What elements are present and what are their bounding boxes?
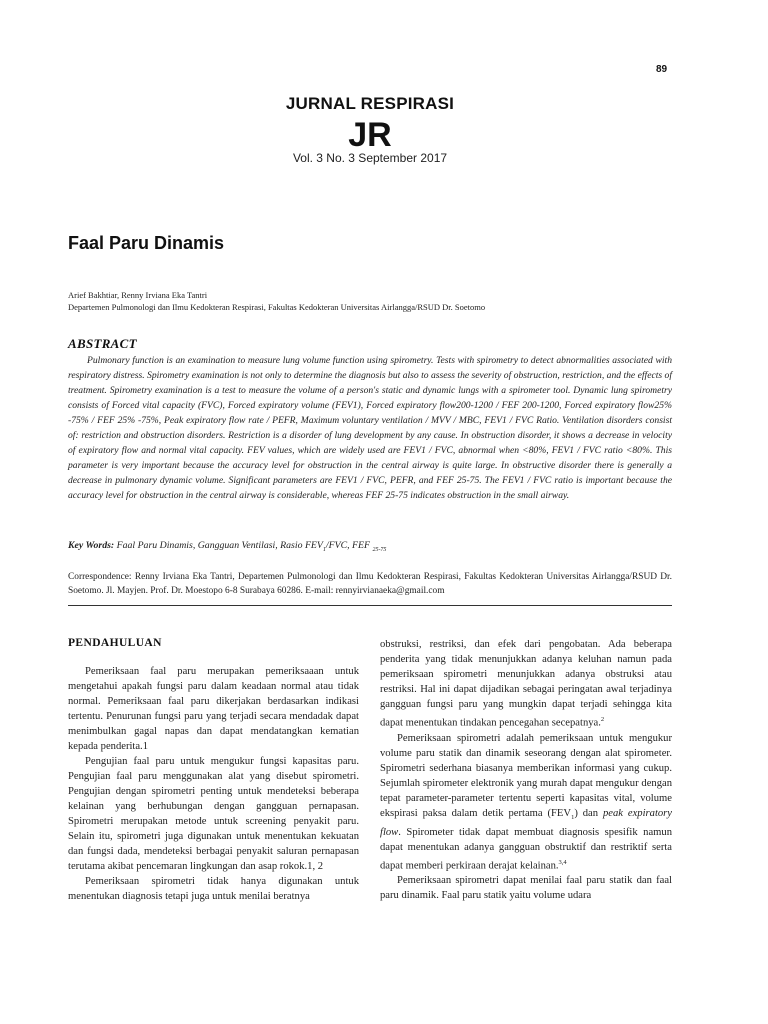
paragraph: Pemeriksaan spirometri tidak hanya digunakan untuk menentukan diagnosis tetapi juga untuk menilai beratnya	[68, 876, 359, 902]
keywords-text: Faal Paru Dinamis, Gangguan Ventilasi, Rasio FEV	[116, 540, 323, 551]
paragraph-text: obstruksi, restriksi, dan efek dari pengobatan. Ada beberapa penderita yang tidak menunjukkan adanya keluhan namun pada pemeriksaan spirometri menunjukkan adanya obstruksi atau restriksi. Hal ini dapat dijadikan sebagai peringatan awal terjadinya gangguan fungsi paru yang mungkin dapat terjadi sehingga kita dapat menentukan tindakan pencegahan secepatnya.	[380, 639, 672, 729]
citation: 2	[600, 716, 605, 723]
keywords-sub-1: 1	[322, 546, 326, 553]
body-column-left	[68, 636, 359, 904]
correspondence: Correspondence: Renny Irviana Eka Tantri, Departemen Pulmonologi dan Ilmu Kedokteran Respirasi, Fakultas Kedokteran Universitas Airlangga/RSUD Dr. Soetomo. Jl. Mayjen. Prof. Dr. Moestopo 6-8 Surabaya 60286. E-mail: rennyirvianaeka@gmail.com	[68, 572, 672, 596]
keywords-sub-2: 25-75	[372, 546, 387, 553]
authors: Arief Bakhtiar, Renny Irviana Eka Tantri	[68, 290, 208, 300]
affiliation: Departemen Pulmonologi dan Ilmu Kedokteran Respirasi, Fakultas Kedokteran Universitas Airlangga/RSUD Dr. Soetomo	[68, 302, 486, 312]
section-divider	[68, 605, 672, 606]
abstract-text: Pulmonary function is an examination to measure lung volume function using spirometry. Tests with spirometry to detect abnormalities associated with respiratory distress. Spirometry examination is not only to determine the diagnosis but also to assess the severity of obstruction, restriction, and the effects of treatment. Spirometry examination is a test to measure the volume of a person's static and dynamic lungs with a spirometer tool. Dynamic lung spirometry consists of Forced vital capacity (FVC), Forced expiratory volume (FEV1), Forced expiratory flow200-1200 / FEF 200-1200, Forced expiratory flow25% -75% / FEF 25% -75%, Peak expiratory flow rate / PEFR, Maximum voluntary ventilation / MVV / MBC, FEV1 / FVC Ratio. Ventilation disorders consist of: restriction and obstruction disorders. Restriction is a disorder of lung development by any cause. In obstruction disorder, it shows a decrease in velocity of expiratory flow and normal vital capacity. FEV values, which are widely used are FEV1 / FVC, abnormal when <80%, FEV1 / FVC ratio <80%. This parameter is very important because the accuracy level for obstruction in the central airway is quite large. In obstructive disorder there is generally a decrease in pulmonary dynamic volume. Significant parameters are FEV1 / FVC, PEFR, and FEF 25-75. The FEV1 / FVC ratio is important because the accuracy level for obstruction in the central airway is considerable, whereas FEF 25-75 indicates obstruction in the small airway.	[68, 355, 672, 501]
paragraph-text: Pemeriksaan spirometri adalah pemeriksaan untuk mengukur volume paru statik dan dinamik seseorang dengan alat spirometer. Spirometri sederhana biasanya memberikan informasi yang cukup. Sejumlah spirometer elektronik yang murah dapat mengukur dengan tepat parameter-parameter tertentu seperti kapasitas vital, volume ekspirasi paksa dalam detik pertama (FEV	[380, 732, 672, 819]
paragraph-text: ) dan	[574, 807, 603, 819]
paragraph-text: . Spirometer tidak dapat membuat diagnosis spesifik namun dapat menentukan adanya gangguan obstruktif dan restriktif serta dapat memberi perkiraan derajat kelainan.	[380, 826, 672, 872]
abstract-heading: ABSTRACT	[68, 336, 137, 351]
journal-abbreviation: JR	[348, 116, 392, 154]
journal-volume: Vol. 3 No. 3 September 2017	[292, 151, 448, 165]
paragraph	[380, 731, 672, 874]
paragraph: Pemeriksaan spirometri dapat menilai faal paru statik dan faal paru dinamik. Faal paru statik yaitu volume udara	[380, 875, 672, 902]
subscript: 1	[571, 813, 575, 821]
section-heading: PENDAHULUAN	[68, 637, 162, 649]
paragraph: Pengujian faal paru untuk mengukur fungsi kapasitas paru. Pengujian faal paru menggunakan alat yang disebut spirometri. Pengujian dengan spirometri penting untuk mendeteksi beberapa kelainan yang berhubungan dengan gangguan pernapasan. Spirometri merupakan metode untuk screening penyakit paru. Selain itu, spirometri juga digunakan untuk menentukan kekuatan dan fungsi dada, mendeteksi berbagai penyakit saluran pernapasan terutama akibat pencemaran lingkungan dan asap rokok.1, 2	[68, 756, 359, 872]
page-number: 89	[656, 64, 668, 75]
paragraph: Pemeriksaan faal paru merupakan pemeriksaaan untuk mengetahui apakah fungsi paru dalam keadaan normal atau tidak normal. Pemeriksaan faal paru dikerjakan berdasarkan indikasi tertentu. Penurunan fungsi paru yang terjadi secara mendadak dapat menimbulkan gagal napas dan dapat mendatangkan kematian kepada penderita.1	[68, 666, 359, 752]
article-title: Faal Paru Dinamis	[68, 233, 225, 253]
paragraph	[380, 637, 672, 731]
citation: 3,4	[558, 858, 567, 866]
journal-name: JURNAL RESPIRASI	[285, 94, 455, 113]
italic-term: peak expiratory flow	[380, 807, 673, 838]
keywords-label: Key Words:	[68, 540, 115, 551]
body-column-right	[380, 637, 672, 903]
keywords-text-2: /FVC, FEF	[325, 540, 370, 551]
keywords	[68, 540, 386, 553]
